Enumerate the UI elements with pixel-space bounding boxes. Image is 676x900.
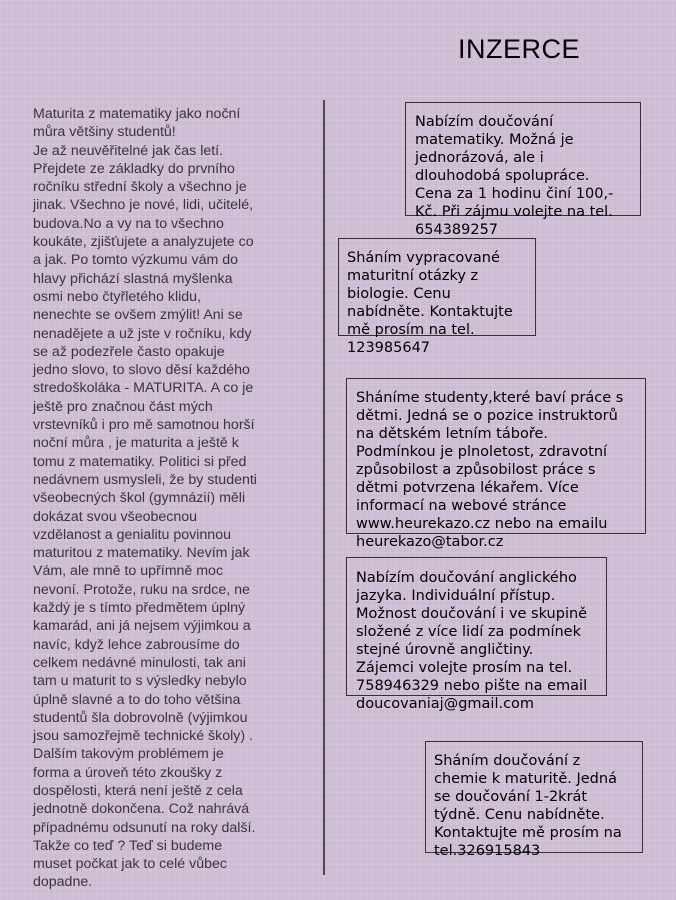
ad-text-chemistry-tutoring: Sháním doučování z chemie k maturitě. Jedná se doučování 1-2krát týdně. Cenu nabídněte. Kontaktujte mě prosím na tel.326915843 bbox=[434, 753, 622, 859]
column-divider bbox=[323, 100, 325, 875]
ad-text-biology-questions: Sháním vypracované maturitní otázky z biologie. Cenu nabídněte. Kontaktujte mě prosím na tel. 123985647 bbox=[347, 250, 513, 356]
ad-text-camp-instructors: Sháníme studenty,které baví práce s dětmi. Jedná se o pozice instruktorů na dětském letním táboře. Podmínkou je plnoletost, zdravotní způsobilost a způsobilost práce s dětmi potvrzena lékařem. Více informací na webové stránce www.heurekazo.cz nebo na emailu heurekazo@tabor.cz bbox=[356, 390, 624, 550]
article-text: Maturita z matematiky jako noční můra většiny studentů! Je až neuvěřitelné jak čas letí. Přejdete ze základky do prvního ročníku střední školy a všechno je jinak. Všechno je nové, lidi, učitelé, budova.No a vy na to všechno koukáte, zjišťujete a analyzujete co a jak. Po tomto výzkumu vám do hlavy přichází slastná myšlenka osmi nebo čtyřletého klidu, nenechte se ovšem zmýlit! Ani se nenadějete a už jste v ročníku, kdy se až podezřele často opakuje jedno slovo, to slovo děsí každého stredoškoláka - MATURITA. A co je ještě pro značnou část mých vrstevníků i pro mě samotnou horší noční můra , je maturita a ještě k tomu z matematiky. Politici si před nedávnem usmysleli, že by studenti všeobecných škol (gymnázií) měli dokázat svou všeobecnou vzdělanost a genialitu povinnou maturitou z matematiky. Nevím jak Vám, ale mně to upřímně moc nevoní. Protože, ruku na srdce, ne každý je s tímto předmětem úplný kamarád, ani já nejsem výjimkou a navíc, když lehce zabrousíme do celkem nedávné minulosti, tak ani tam u maturit to s výsledky nebylo úplně slavné a to do toho většina studentů šla dobrovolně (výjimkou jsou samozřejmě technické školy) . Dalším takovým problémem je forma a úroveň této zkoušky z dospělosti, která není ještě z cela jednotně dokončena. Což nahrává případnému odsunutí na roky další. Takže co teď ? Teď si budeme muset počkat jak to celé vůbec dopadne. bbox=[33, 106, 257, 891]
ad-text-math-tutoring: Nabízím doučování matematiky. Možná je jednorázová, ale i dlouhodobá spolupráce. Cena za 1 hodinu činí 100,- Kč. Při zájmu volejte na tel. 654389257 bbox=[415, 114, 614, 238]
page-title: INZERCE bbox=[458, 34, 581, 64]
ad-text-english-tutoring: Nabízím doučování anglického jazyka. Individuální přístup. Možnost doučování i ve skupině složené z více lidí za podmínek stejné úrovně angličtiny. Zájemci volejte prosím na tel. 758946329 nebo pište na email doucovaniaj@gmail.com bbox=[356, 570, 588, 712]
